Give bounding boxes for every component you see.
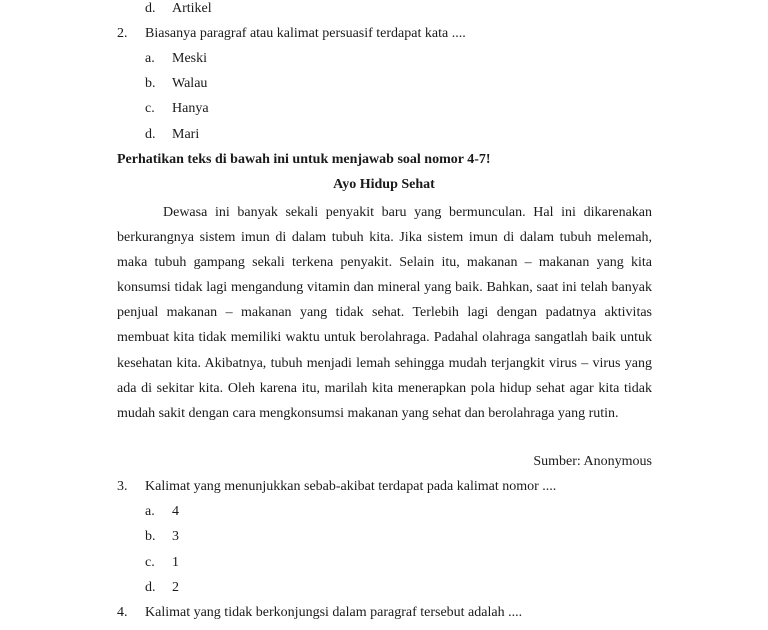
q4-question: Kalimat yang tidak berkonjungsi dalam paragraf tersebut adalah .... [145, 605, 523, 620]
q2-question: Biasanya paragraf atau kalimat persuasif terdapat kata .... [145, 26, 466, 41]
passage-body: Dewasa ini banyak sekali penyakit baru yang bermunculan. Hal ini dikarenakan berkurangnya sistem imun di dalam tubuh kita. Jika sistem imun di dalam tubuh melemah, maka tubuh gampang sekali terkena penyakit. Selain itu, makanan – makanan yang kita konsumsi tidak lagi mengandung vitamin dan mineral yang baik. Bahkan, saat ini telah banyak penjual makanan – makanan yang tidak sehat. Terlebih lagi dengan padatnya aktivitas membuat kita tidak memiliki waktu untuk berolahraga. Padahal olahraga sangatlah baik untuk kesehatan kita. Akibatnya, tubuh menjadi lemah sehingga mudah terjangkit virus – virus yang ada di sekitar kita. Oleh karena itu, marilah kita menerapkan pola hidup sehat agar kita tidak mudah sakit dengan cara mengkonsumsi makanan yang sehat dan berolahraga yang rutin. [117, 205, 652, 421]
q2-option-c-text: Hanya [172, 101, 209, 116]
q3-option-a-letter: a. [145, 504, 155, 519]
q3-option-c-letter: c. [145, 555, 155, 570]
q2-option-b-text: Walau [172, 76, 208, 91]
q3-option-c-text: 1 [172, 555, 179, 570]
q2-option-d-letter: d. [145, 127, 156, 142]
q3-option-d-text: 2 [172, 580, 179, 595]
q3-option-a-text: 4 [172, 504, 179, 519]
q4-number: 4. [117, 605, 128, 620]
q3-option-d-letter: d. [145, 580, 156, 595]
q2-option-b-letter: b. [145, 76, 156, 91]
q2-option-a-text: Meski [172, 51, 207, 66]
q3-question: Kalimat yang menunjukkan sebab-akibat terdapat pada kalimat nomor .... [145, 479, 557, 494]
q3-option-b-text: 3 [172, 529, 179, 544]
q1-option-d-letter: d. [145, 1, 156, 16]
q2-option-c-letter: c. [145, 101, 155, 116]
q2-number: 2. [117, 26, 128, 41]
q3-number: 3. [117, 479, 128, 494]
q3-option-b-letter: b. [145, 529, 156, 544]
q2-option-d-text: Mari [172, 127, 200, 142]
passage-title: Ayo Hidup Sehat [333, 177, 435, 192]
q1-option-d-text: Artikel [172, 1, 212, 16]
q2-option-a-letter: a. [145, 51, 155, 66]
passage-source: Sumber: Anonymous [533, 454, 652, 469]
instruction-text: Perhatikan teks di bawah ini untuk menjawab soal nomor 4-7! [117, 152, 491, 167]
